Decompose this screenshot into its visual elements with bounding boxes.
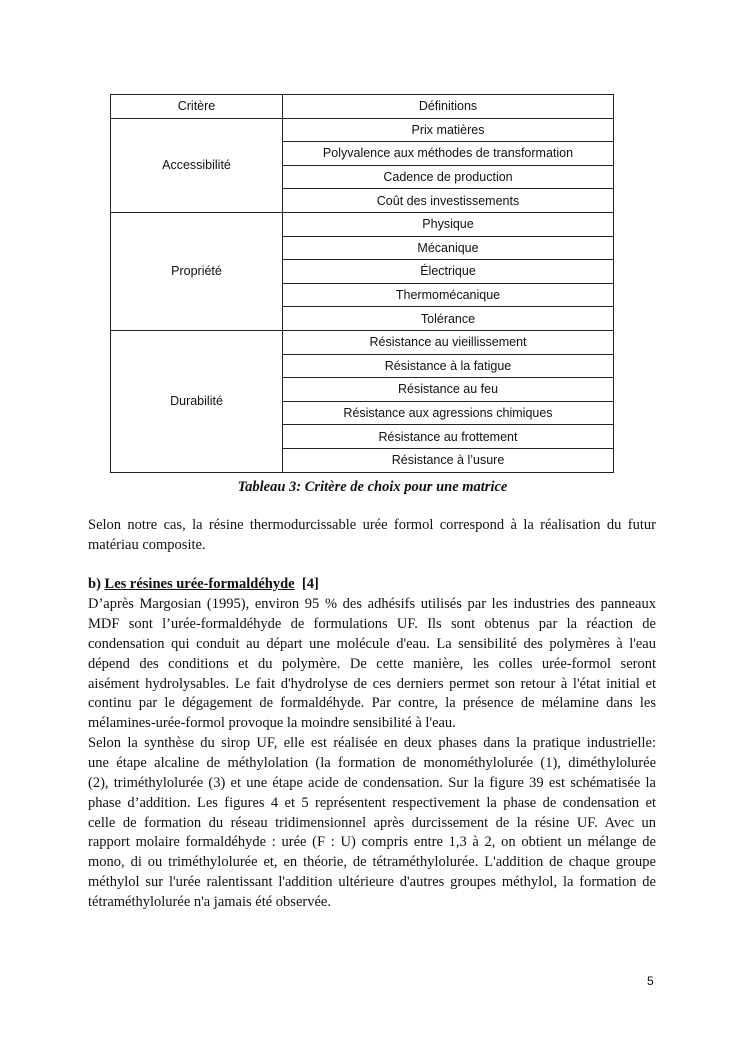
section-prefix: b) <box>88 576 105 592</box>
definition-cell: Prix matières <box>283 118 614 142</box>
table-row <box>111 330 614 354</box>
table-row <box>111 118 614 142</box>
text-line: méthylol sur l'urée ralentissant l'addition ultérieure d'autres groupes méthylol, la formation de <box>88 874 656 891</box>
text-line: MDF sont l’urée-formaldéhyde de formulations UF. Ils sont obtenus par la réaction de <box>88 615 656 632</box>
text-line: dépend des conditions et du polymère. De cette manière, les colles urée-formol seront <box>88 655 656 672</box>
definition-cell: Résistance aux agressions chimiques <box>283 401 614 425</box>
text-line: tétraméthylolurée n'a jamais été observée. <box>88 894 331 911</box>
definition-cell: Tolérance <box>283 307 614 331</box>
definition-cell: Résistance à l’usure <box>283 448 614 472</box>
text-line: Selon notre cas, la résine thermodurcissable urée formol correspond à la réalisation du futur <box>88 517 656 533</box>
paragraph-synthesis <box>88 734 656 913</box>
table-row <box>111 212 614 236</box>
definition-cell: Coût des investissements <box>283 189 614 213</box>
text-line: (2), triméthylolurée (3) et une étape acide de condensation. Sur la figure 39 est schématisée la <box>88 774 656 791</box>
text-line: aisément hydrolysables. Le fait d'hydrolyse de ces derniers permet son retour à l'état initial et <box>88 675 656 692</box>
text-line: matériau composite. <box>88 536 206 553</box>
definition-cell: Résistance au feu <box>283 378 614 402</box>
text-line: Selon la synthèse du sirop UF, elle est réalisée en deux phases dans la pratique industrielle: <box>88 735 656 751</box>
paragraph-uf-resins <box>88 595 656 734</box>
section-ref: [4] <box>294 576 319 592</box>
text-line: celle de formation du réseau tridimensionnel après durcissement de la résine UF. Avec un <box>88 814 656 831</box>
text-line: mélamines-urée-formol provoque la moindre sensibilité à l'eau. <box>88 715 456 732</box>
text-line: rapport molaire formaldéhyde : urée (F : U) compris entre 1,3 à 2, on obtient un mélange de <box>88 834 656 851</box>
definition-cell: Polyvalence aux méthodes de transformation <box>283 142 614 166</box>
table-caption: Tableau 3: Critère de choix pour une matrice <box>237 479 508 495</box>
section-title: Les résines urée-formaldéhyde <box>104 576 295 592</box>
table-header-row <box>111 95 614 119</box>
table-header-cell: Définitions <box>283 95 614 119</box>
criterion-cell: Propriété <box>111 212 283 330</box>
text-line: D’après Margosian (1995), environ 95 % des adhésifs utilisés par les industries des panneaux <box>88 596 656 612</box>
criterion-cell: Durabilité <box>111 330 283 472</box>
text-line: une étape alcaline de méthylolation (la formation de monométhylolurée (1), diméthylolurée <box>88 754 656 771</box>
criteria-table <box>110 94 614 473</box>
text-line: mono, di ou triméthylolurée et, en théorie, de tétraméthylolurée. L'addition de chaque groupe <box>88 854 656 871</box>
text-line: continu par le dégagement de formaldéhyde. Par contre, la présence de mélamine dans les <box>88 695 656 712</box>
definition-cell: Thermomécanique <box>283 283 614 307</box>
definition-cell: Physique <box>283 212 614 236</box>
text-line: condensation qui conduit au départ une molécule d'eau. La sensibilité des polymères à l'eau <box>88 635 656 652</box>
criterion-cell: Accessibilité <box>111 118 283 212</box>
definition-cell: Cadence de production <box>283 165 614 189</box>
page-number: 5 <box>647 974 654 988</box>
section-heading <box>88 575 656 595</box>
definition-cell: Électrique <box>283 260 614 284</box>
definition-cell: Résistance à la fatigue <box>283 354 614 378</box>
definition-cell: Résistance au frottement <box>283 425 614 449</box>
definition-cell: Résistance au vieillissement <box>283 330 614 354</box>
paragraph-intro <box>88 516 656 556</box>
table-header-cell: Critère <box>111 95 283 119</box>
definition-cell: Mécanique <box>283 236 614 260</box>
text-line: phase d’addition. Les figures 4 et 5 représentent respectivement la phase de condensation et <box>88 794 656 811</box>
